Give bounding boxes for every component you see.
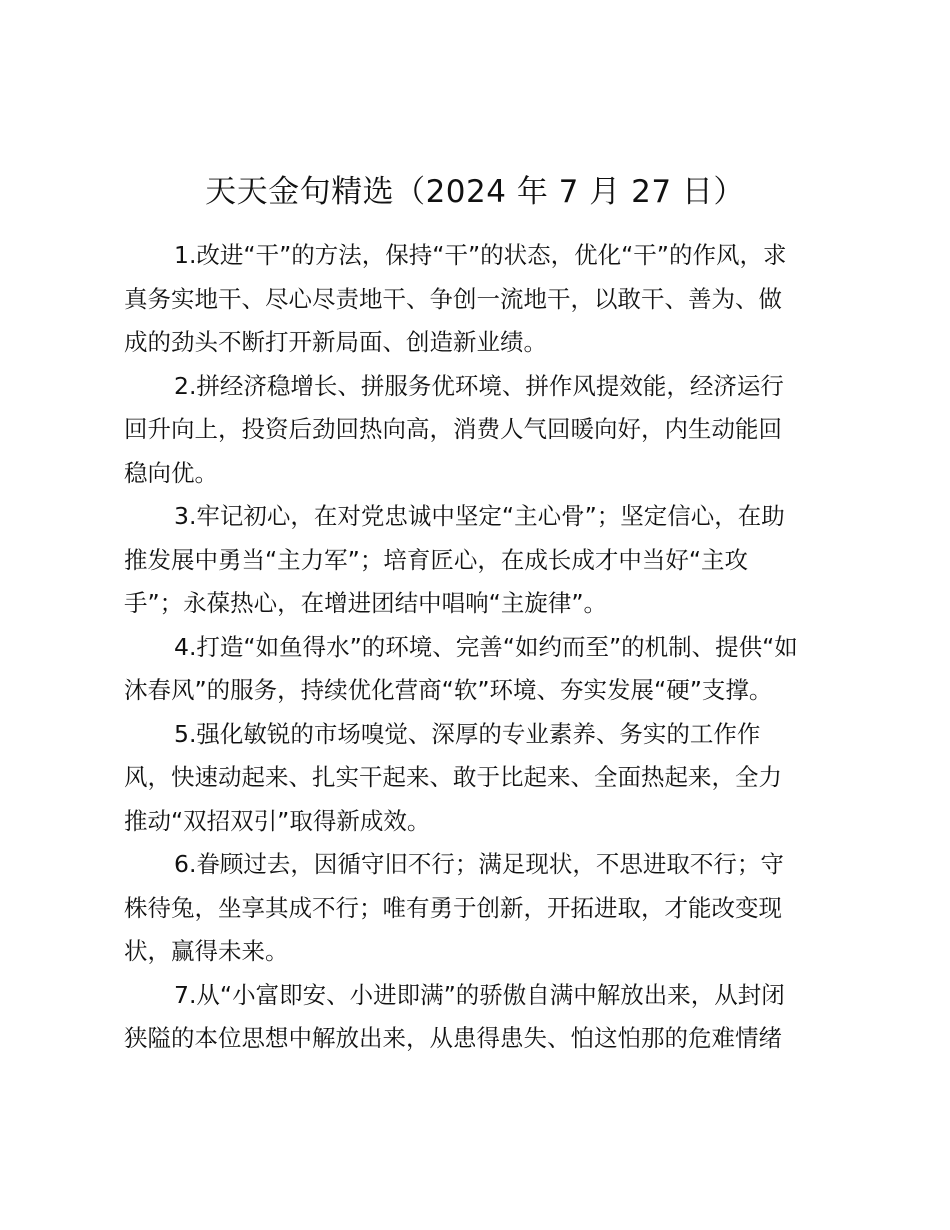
- paragraph-line: 沐春风”的服务，持续优化营商“软”环境、夯实发展“硬”支撑。: [124, 676, 773, 704]
- paragraph-line: 风，快速动起来、扎实干起来、敢于比起来、全面热起来，全力: [124, 763, 782, 791]
- paragraph-5: [124, 713, 829, 844]
- paragraph-line: 稳向优。: [124, 458, 218, 487]
- paragraph-line: 推发展中勇当“主力军”；培育匠心，在成长成才中当好“主攻: [124, 545, 749, 574]
- paragraph-line: 真务实地干、尽心尽责地干、争创一流地干，以敢干、善为、做: [124, 284, 782, 313]
- document-body: [124, 234, 829, 1061]
- paragraph-line: 3.牢记初心，在对党忠诚中坚定“主心骨”；坚定信心，在助: [174, 502, 785, 530]
- paragraph-line: 5.强化敏锐的市场嗅觉、深厚的专业素养、务实的工作作: [174, 719, 761, 748]
- paragraph-line: 狭隘的本位思想中解放出来，从患得患失、怕这怕那的危难情绪: [124, 1024, 782, 1052]
- paragraph-line: 株待兔，坐享其成不行；唯有勇于创新，开拓进取，才能改变现: [124, 893, 782, 922]
- paragraph-line: 成的劲头不断打开新局面、创造新业绩。: [124, 328, 547, 356]
- paragraph-line: 2.拼经济稳增长、拼服务优环境、拼作风提效能，经济运行: [174, 371, 784, 400]
- paragraph-line: 推动“双招双引”取得新成效。: [124, 806, 431, 835]
- paragraph-line: 6.眷顾过去，因循守旧不行；满足现状，不思进取不行；守: [174, 850, 784, 878]
- paragraph-line: 回升向上，投资后劲回热向高，消费人气回暖向好，内生动能回: [124, 415, 782, 443]
- paragraph-3: [124, 495, 829, 626]
- paragraph-line: 状，赢得未来。: [124, 937, 289, 965]
- paragraph-line: 4.打造“如鱼得水”的环境、完善“如约而至”的机制、提供“如: [174, 632, 798, 661]
- paragraph-2: [124, 365, 829, 496]
- paragraph-6: [124, 843, 829, 974]
- paragraph-line: 1.改进“干”的方法，保持“干”的状态，优化“干”的作风，求: [174, 241, 787, 269]
- paragraph-7: [124, 974, 829, 1061]
- paragraph-4: [124, 626, 829, 713]
- document-title: 天天金句精选（2024 年 7 月 27 日）: [205, 174, 745, 210]
- paragraph-line: 手”；永葆热心，在增进团结中唱响“主旋律”。: [124, 589, 608, 617]
- paragraph-1: [124, 234, 829, 365]
- paragraph-line: 7.从“小富即安、小进即满”的骄傲自满中解放出来，从封闭: [174, 980, 785, 1009]
